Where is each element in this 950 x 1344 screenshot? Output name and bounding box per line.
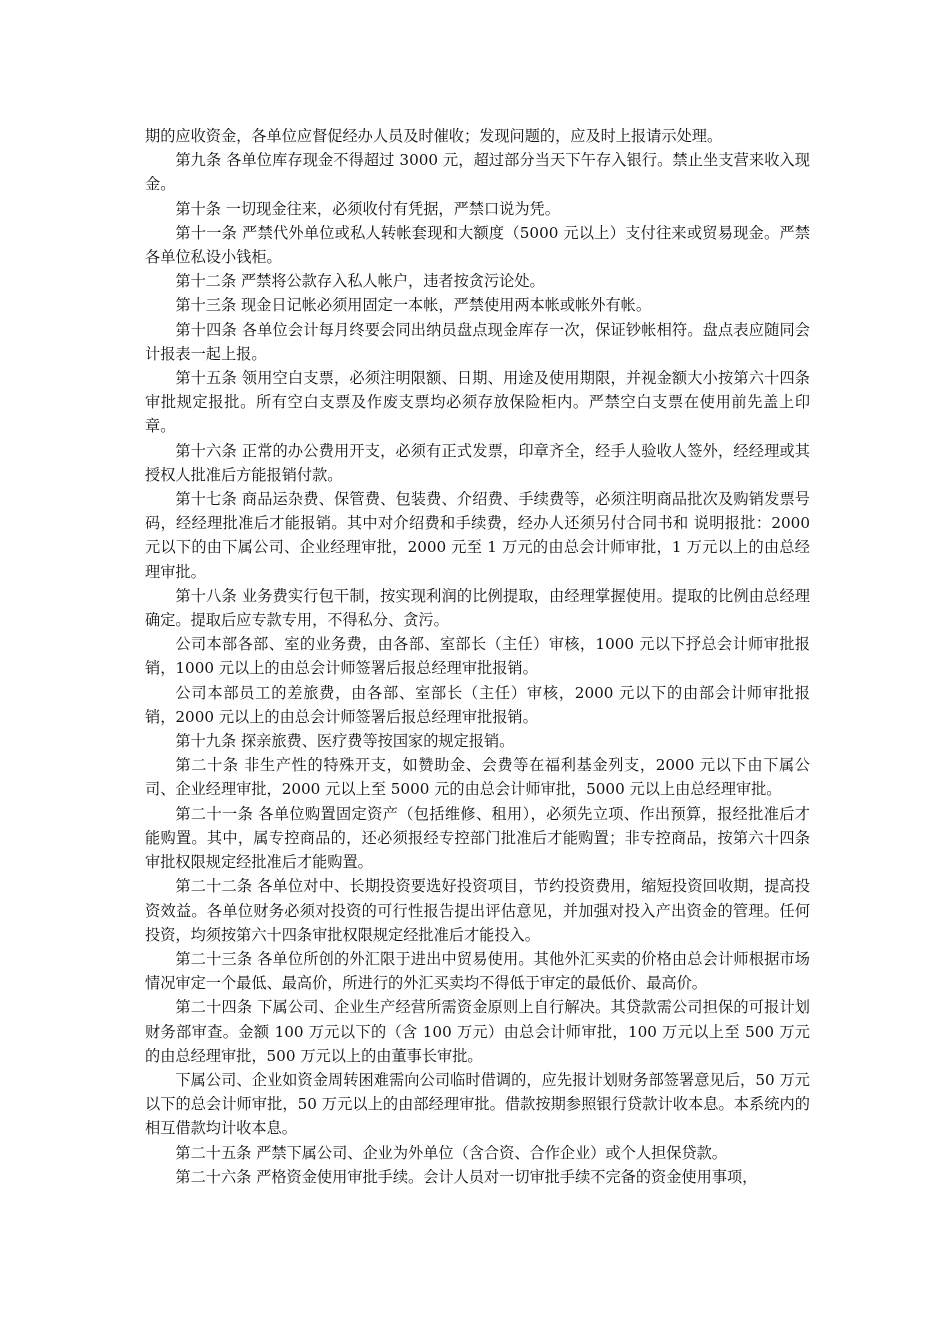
- article-23: 第二十三条 各单位所创的外汇限于进出中贸易使用。其他外汇买卖的价格由总会计师根据市场情况审定一个最低、最高价，所进行的外汇买卖均不得低于审定的最低价、最高价。: [145, 949, 810, 993]
- article-12: 第十二条 严禁将公款存入私人帐户，违者按贪污论处。: [175, 272, 545, 291]
- article-24-borrowing: 下属公司、企业如资金周转困难需向公司临时借调的，应先报计划财务部签署意见后，50 万元以下的总会计师审批，50 万元以上的由部经理审批。借款按期参照银行贷款计收本息。本系统内的相互借款均计收本息。: [145, 1070, 810, 1138]
- article-25: 第二十五条 严禁下属公司、企业为外单位（含合资、合作企业）或个人担保贷款。: [175, 1143, 727, 1162]
- article-18-business-fee: 公司本部各部、室的业务费，由各部、室部长（主任）审核，1000 元以下抒总会计师审批报销，1000 元以上的由总会计师签署后报总经理审批报销。: [145, 635, 810, 678]
- article-13: 第十三条 现金日记帐必须用固定一本帐，严禁使用两本帐或帐外有帐。: [175, 296, 652, 315]
- article-15: 第十五条 领用空白支票，必须注明限额、日期、用途及使用期限，并视金额大小按第六十四条审批规定报批。所有空白支票及作废支票均必须存放保险柜内。严禁空白支票在使用前先盖上印章。: [145, 369, 810, 436]
- article-26: 第二十六条 严格资金使用审批手续。会计人员对一切审批手续不完备的资金使用事项，: [175, 1167, 758, 1186]
- article-11: 第十一条 严禁代外单位或私人转帐套现和大额度（5000 元以上）支付往来或贸易现金。严禁各单位私设小钱柜。: [145, 223, 810, 267]
- article-14: 第十四条 各单位会计每月终要会同出纳员盘点现金库存一次，保证钞帐相符。盘点表应随同会计报表一起上报。: [145, 320, 810, 363]
- article-10: 第十条 一切现金往来，必须收付有凭据，严禁口说为凭。: [175, 199, 560, 218]
- article-19: 第十九条 探亲旅费、医疗费等按国家的规定报销。: [175, 732, 515, 751]
- article-18: 第十八条 业务费实行包干制，按实现利润的比例提取，由经理掌握使用。提取的比例由总经理确定。提取后应专款专用，不得私分、贪污。: [145, 586, 810, 630]
- article-20: 第二十条 非生产性的特殊开支，如赞助金、会费等在福利基金列支，2000 元以下由下属公司、企业经理审批，2000 元以上至 5000 元的由总会计师审批，5000 元以上由总经理审批。: [145, 756, 810, 799]
- article-16: 第十六条 正常的办公费用开支，必须有正式发票，印章齐全，经手人验收人签外，经经理或其授权人批准后方能报销付款。: [145, 441, 810, 484]
- article-18-travel-fee: 公司本部员工的差旅费，由各部、室部长（主任）审核，2000 元以下的由部会计师审批报销，2000 元以上的由总会计师签署后报总经理审批报销。: [145, 683, 810, 726]
- article-24: 第二十四条 下属公司、企业生产经营所需资金原则上自行解决。其贷款需公司担保的可报计划财务部审查。金额 100 万元以下的（含 100 万元）由总会计师审批，100 万元以上至 500 万元的由总经理审批，500 万元以上的由董事长审批。: [145, 998, 810, 1065]
- article-17: 第十七条 商品运杂费、保管费、包装费、介绍费、手续费等，必须注明商品批次及购销发票号码，经经理批准后才能报销。其中对介绍费和手续费，经办人还须另付合同书和 说明报批：2000 元以下的由下属公司、企业经理审批，2000 元至 1 万元的由总会计师审批，1 万元以上的由总经理审批。: [145, 490, 810, 581]
- paragraph-continuation: 期的应收资金，各单位应督促经办人员及时催收；发现问题的，应及时上报请示处理。: [145, 127, 723, 145]
- article-22: 第二十二条 各单位对中、长期投资要选好投资项目，节约投资费用，缩短投资回收期，提高投资效益。各单位财务必须对投资的可行性报告提出评估意见，并加强对投入产出资金的管理。任何投资，均须按第六十四条审批权限规定经批准后才能投入。: [145, 877, 810, 944]
- article-9: 第九条 各单位库存现金不得超过 3000 元，超过部分当天下午存入银行。禁止坐支营来收入现金。: [145, 151, 810, 194]
- article-21: 第二十一条 各单位购置固定资产（包括维修、租用），必须先立项、作出预算，报经批准后才能购置。其中，属专控商品的，还必须报经专控部门批准后才能购置；非专控商品，按第六十四条审批权限规定经批准后才能购置。: [145, 804, 810, 872]
- document-page: [145, 124, 810, 1189]
